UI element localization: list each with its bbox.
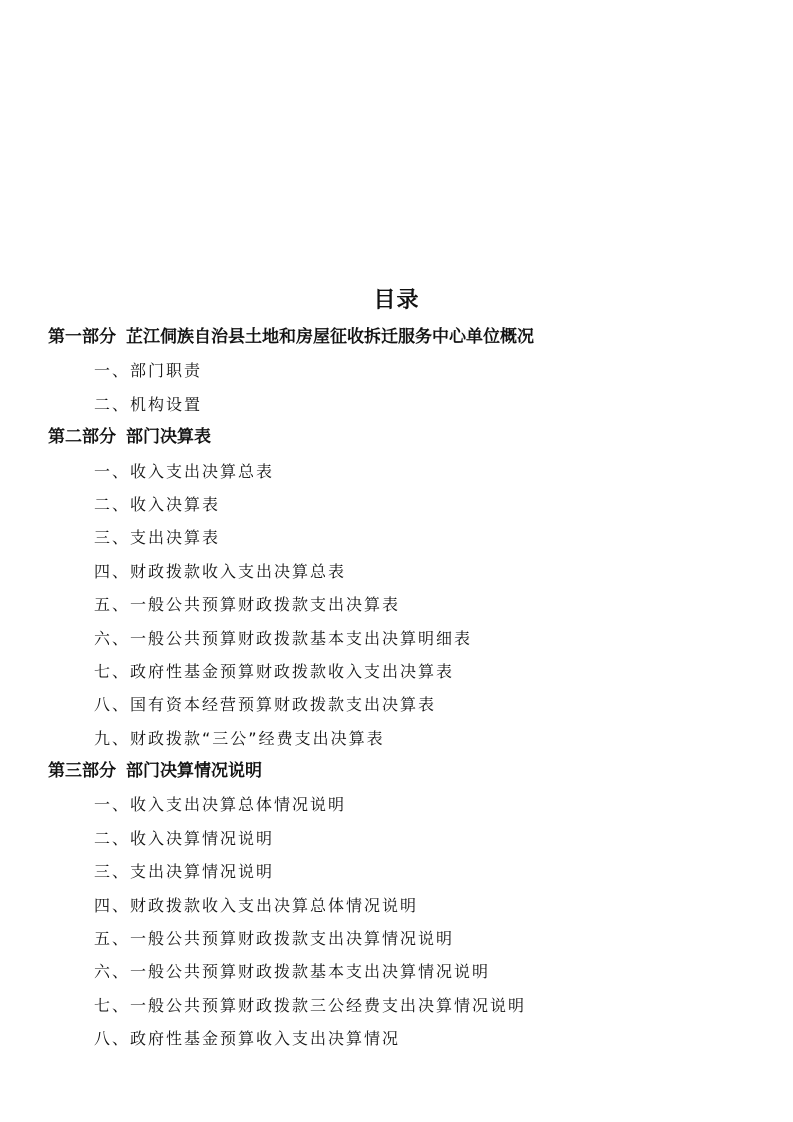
toc-part-3 [0, 755, 793, 788]
part-title: 芷江侗族自治县土地和房屋征收拆迁服务中心单位概况 [126, 327, 534, 347]
part-title: 部门决算情况说明 [126, 761, 262, 782]
toc-item: 七、政府性基金预算财政拨款收入支出决算表 [94, 661, 455, 681]
part-number: 第二部分 [48, 427, 116, 448]
toc-item: 三、支出决算情况说明 [94, 862, 275, 882]
toc-part-2 [0, 421, 793, 454]
toc-item: 一、收入支出决算总表 [94, 461, 275, 481]
toc-part-1 [0, 321, 793, 354]
toc-item: 二、收入决算情况说明 [94, 828, 275, 848]
toc-item: 九、财政拨款“三公”经费支出决算表 [94, 728, 385, 748]
toc-item: 一、收入支出决算总体情况说明 [94, 795, 347, 815]
toc-item: 一、部门职责 [94, 361, 203, 381]
part-number: 第三部分 [48, 761, 116, 782]
toc-item: 二、机构设置 [94, 394, 203, 414]
toc-item: 六、一般公共预算财政拨款基本支出决算情况说明 [94, 962, 491, 982]
toc-item: 四、财政拨款收入支出决算总表 [94, 561, 347, 581]
toc-item: 三、支出决算表 [94, 528, 221, 548]
toc-item: 二、收入决算表 [94, 494, 221, 514]
toc-item: 五、一般公共预算财政拨款支出决算情况说明 [94, 929, 455, 949]
toc-item: 八、国有资本经营预算财政拨款支出决算表 [94, 695, 437, 715]
toc-title: 目录 [373, 288, 420, 313]
toc-item: 六、一般公共预算财政拨款基本支出决算明细表 [94, 628, 473, 648]
toc-list [0, 321, 793, 1056]
part-title: 部门决算表 [126, 427, 211, 448]
toc-item: 八、政府性基金预算收入支出决算情况 [94, 1029, 401, 1049]
part-number: 第一部分 [48, 327, 116, 347]
toc-item: 四、财政拨款收入支出决算总体情况说明 [94, 895, 419, 915]
toc-item: 五、一般公共预算财政拨款支出决算表 [94, 595, 401, 615]
toc-item: 七、一般公共预算财政拨款三公经费支出决算情况说明 [94, 995, 527, 1015]
